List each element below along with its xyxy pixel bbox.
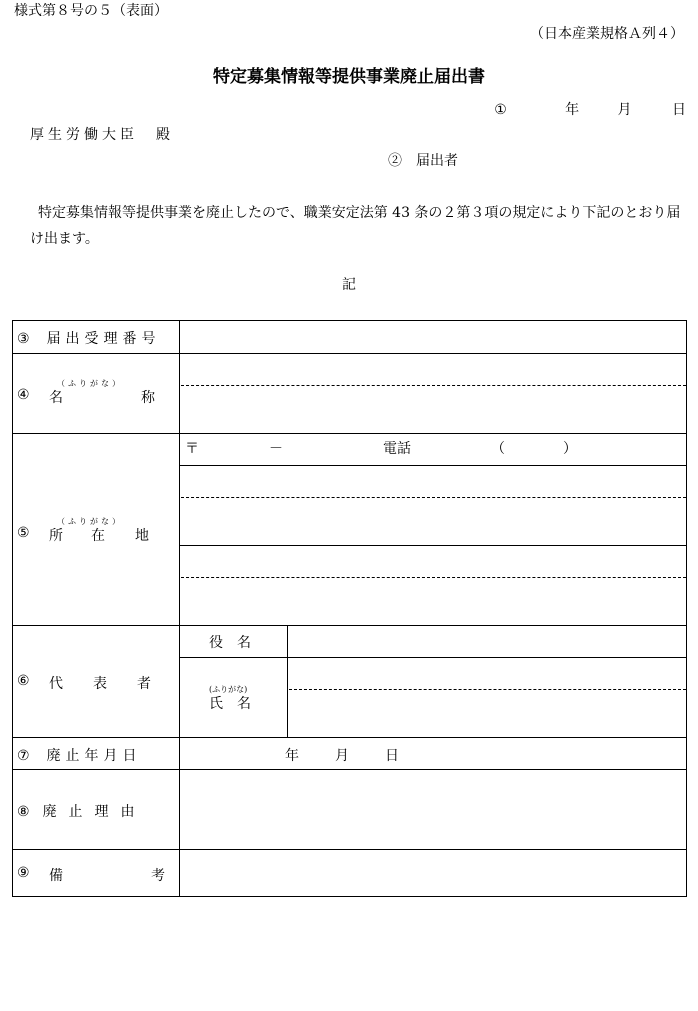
- date-line: [494, 99, 686, 119]
- date-marker: ①: [494, 102, 507, 118]
- ki-heading: 記: [342, 277, 356, 293]
- representative-row-separator: [180, 657, 686, 658]
- row4-num: ④: [17, 387, 30, 403]
- body-text: 特定募集情報等提供事業を廃止したので、職業安定法第 43 条の２第３項の規定により下記のとおり届け出ます。: [30, 205, 681, 247]
- title-sub-label: 役 名: [209, 635, 251, 651]
- postal-dash: －: [269, 441, 283, 457]
- address-line-separator: [180, 465, 686, 466]
- representative-name-field[interactable]: [289, 659, 685, 736]
- row6-label-b: 表: [93, 676, 107, 692]
- row7-label: ⑦ 廃止年月日: [17, 748, 142, 764]
- row4-label-a: 名: [49, 390, 63, 406]
- name-furigana-field[interactable]: [181, 354, 685, 384]
- addressee: 厚生労働大臣 殿: [30, 127, 174, 143]
- abolition-day-label: 日: [385, 748, 399, 764]
- row5-label-c: 地: [135, 528, 149, 544]
- full-name-sub-label: 氏 名: [209, 696, 251, 712]
- date-year-label: 年: [565, 102, 580, 118]
- furigana-dashed-line: [181, 385, 686, 386]
- postal-phone-field[interactable]: [181, 434, 685, 464]
- date-day-label: 日: [672, 102, 686, 118]
- applicant-label: ② 届出者: [388, 153, 458, 169]
- row9-label-b: 考: [151, 868, 165, 884]
- row5-num: ⑤: [17, 525, 30, 541]
- address-field-1[interactable]: [181, 467, 685, 544]
- phone-paren-close: ）: [563, 441, 577, 457]
- form-code: 様式第８号の５（表面）: [14, 3, 168, 19]
- address-line-separator: [180, 545, 686, 546]
- reception-number-field[interactable]: [181, 322, 685, 352]
- name-field[interactable]: [181, 387, 685, 432]
- abolition-year-label: 年: [285, 748, 299, 764]
- address-field-2[interactable]: [181, 547, 685, 624]
- row6-label-c: 者: [137, 676, 151, 692]
- representative-sub-divider: [287, 625, 288, 737]
- date-month-label: 月: [617, 102, 632, 118]
- row5-furigana: （ふりがな）: [57, 517, 123, 526]
- representative-furigana: (ふりがな): [209, 685, 248, 694]
- row4-label-b: 称: [141, 390, 155, 406]
- row6-label-a: 代: [49, 676, 63, 692]
- row3-label: ③ 届出受理番号: [17, 331, 161, 347]
- phone-paren-open: （: [491, 441, 505, 457]
- row6-num: ⑥: [17, 673, 30, 689]
- remarks-field[interactable]: [181, 850, 685, 896]
- representative-title-field[interactable]: [289, 626, 685, 656]
- row5-label-b: 在: [91, 528, 105, 544]
- postal-mark: 〒: [185, 441, 199, 457]
- row9-num: ⑨: [17, 865, 30, 881]
- row8-label: ⑧ 廃止理由: [17, 804, 147, 820]
- row9-label-a: 備: [49, 868, 63, 884]
- abolition-date-field[interactable]: [181, 738, 685, 768]
- abolition-reason-field[interactable]: [181, 770, 685, 848]
- document-title: 特定募集情報等提供事業廃止届出書: [213, 67, 485, 87]
- abolition-month-label: 月: [335, 748, 349, 764]
- row5-label-a: 所: [49, 528, 63, 544]
- phone-label: 電話: [383, 441, 411, 457]
- row4-furigana: （ふりがな）: [57, 379, 123, 388]
- jis-size-note: （日本産業規格Ａ列４）: [530, 26, 684, 42]
- label-column-divider: [179, 321, 180, 897]
- notification-form-table: [12, 320, 687, 897]
